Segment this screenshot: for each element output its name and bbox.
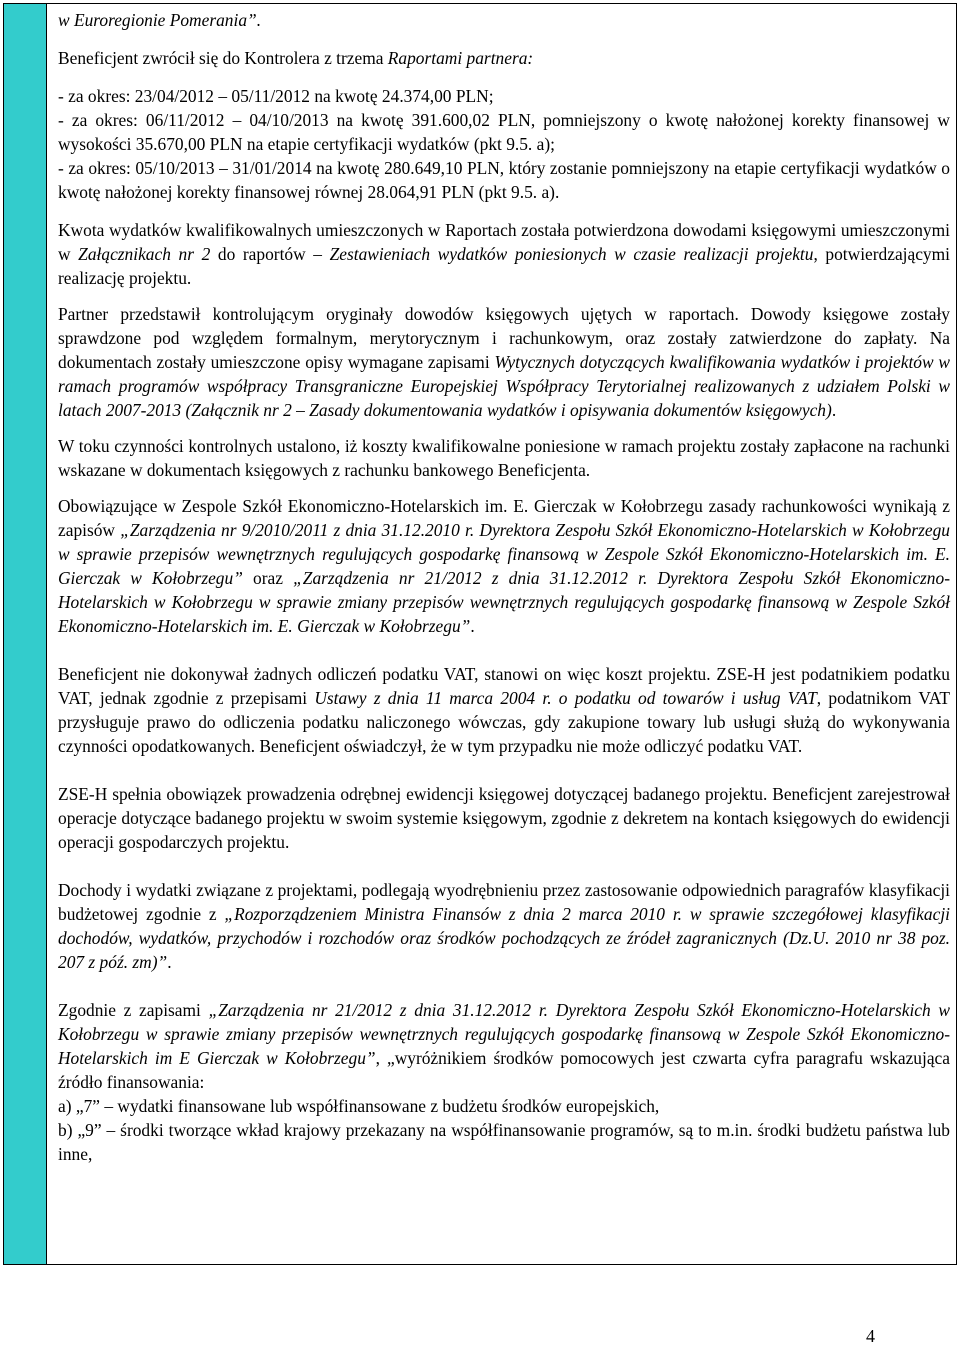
paragraph-reports-list: - za okres: 23/04/2012 – 05/11/2012 na kwotę 24.374,00 PLN; - za okres: 06/11/2012 – 04/10/2013 na kwotę 391.600,02 PLN, pomniejszony o kwotę nałożonej korekty finansowej w wysokości 35.670,00 PLN na etapie certyfikacji wydatków (pkt 9.5. a); - za okres: 05/10/2013 – 31/01/2014 na kwotę 280.649,10 PLN, który zostanie pomniejszony na etapie certyfikacji wydatków o kwotę nałożonej korekty finansowej równej 28.064,91 PLN (pkt 9.5. a). — [58, 86, 950, 202]
paragraph-budget-classification: Dochody i wydatki związane z projektami, podlegają wyodrębnieniu przez zastosowanie odpowiednich paragrafów klasyfikacji budżetowej zgodnie z „Rozporządzeniem Ministra Finansów z dnia 2 marca 2010 r. w sprawie szczegółowej klasyfikacji dochodów, wydatków, przychodów i rozchodów oraz środków pochodzących ze źródeł zagranicznych (Dz.U. 2010 nr 38 poz. 207 z póź. zm)”. — [58, 880, 950, 972]
paragraph-accounting-rules: Obowiązujące w Zespole Szkół Ekonomiczno-Hotelarskich im. E. Gierczak w Kołobrzegu zasady rachunkowości wynikają z zapisów „Zarządzenia nr 9/2010/2011 z dnia 31.12.2010 r. Dyrektora Zespołu Szkół Ekonomiczno-Hotelarskich w Kołobrzegu w sprawie przepisów wewnętrznych regulujących gospodarkę finansową w Zespole Szkół Ekonomiczno-Hotelarskich im. E. Gierczak w Kołobrzegu” oraz „Zarządzenia nr 21/2012 z dnia 31.12.2012 r. Dyrektora Zespołu Szkół Ekonomiczno-Hotelarskich w Kołobrzegu w sprawie zmiany przepisów wewnętrznych regulujących gospodarkę finansową w Zespole Szkół Ekonomiczno-Hotelarskich im. E. Gierczak w Kołobrzegu”. — [58, 496, 951, 636]
italic-run: w Euroregionie Pomerania”. — [58, 10, 262, 30]
paragraph-eligible-costs: Kwota wydatków kwalifikowalnych umieszczonych w Raportach została potwierdzona dowodami księgowymi umieszczonymi w Załącznikach nr 2 do raportów – Zestawieniach wydatków poniesionych w czasie realizacji projektu, potwierdzającymi realizację projektu. — [58, 220, 950, 288]
paragraph-payments: W toku czynności kontrolnych ustalono, iż koszty kwalifikowalne poniesione w ramach projektu zostały zapłacone na rachunki wskazane w dokumentach księgowych z rachunku bankowego Beneficjenta. — [58, 436, 950, 480]
paragraph-vat: Beneficjent nie dokonywał żadnych odliczeń podatku VAT, stanowi on więc koszt projektu. ZSE-H jest podatnikiem podatku VAT, jednak zgodnie z przepisami Ustawy z dnia 11 marca 2004 r. o podatku od towarów i usług VAT, podatnikom VAT przysługuje prawo do odliczenia podatku naliczonego wówczas, gdy zakupione towary lub usługi służą do wykonywania czynności opodatkowanych. Beneficjent oświadczył, że w tym przypadku nie może odliczyć podatku VAT. — [58, 664, 950, 756]
paragraph-continuation — [58, 8, 950, 32]
page-number: 4 — [866, 1326, 875, 1346]
italic-run: „Zarządzenia nr 21/2012 z dnia 31.12.2012 r. Dyrektora Zespołu Szkół Ekonomiczno-Hotelarskich w Kołobrzegu w sprawie zmiany przepisów wewnętrznych regulujących gospodarkę finansową w Zespole Szkół Ekonomiczno-Hotelarskich im. E. Gierczak w Kołobrzegu” — [58, 568, 950, 636]
italic-run: Wytycznych dotyczących kwalifikowania wydatków i projektów w ramach programów współpracy Transgraniczne Europejskiej Współpracy Terytorialnej realizowanych z udziałem Polski w latach 2007-2013 (Załącznik nr 2 – Zasady dokumentowania wydatków i opisywania dokumentów księgowych) — [58, 352, 950, 420]
italic-run: Raportami partnera: — [387, 48, 534, 68]
margin-bar — [4, 4, 47, 1264]
italic-run: „Zarządzenia nr 21/2012 z dnia 31.12.2012 r. Dyrektora Zespołu Szkół Ekonomiczno-Hotelarskich w Kołobrzegu w sprawie zmiany przepisów wewnętrznych regulujących gospodarkę finansową w Zespole Szkół Ekonomiczno-Hotelarskich im E Gierczak w Kołobrzegu” — [58, 1000, 951, 1068]
paragraph-original-documents: Partner przedstawił kontrolującym oryginały dowodów księgowych ujętych w raportach. Dowody księgowe zostały sprawdzone pod względem formalnym, merytorycznym i rachunkowym, oraz zostały zatwierdzone do zapłaty. Na dokumentach zostały umieszczone opisy wymagane zapisami Wytycznych dotyczących kwalifikowania wydatków i projektów w ramach programów współpracy Transgraniczne Europejskiej Współpracy Terytorialnej realizowanych z udziałem Polski w latach 2007-2013 (Załącznik nr 2 – Zasady dokumentowania wydatków i opisywania dokumentów księgowych). — [58, 304, 950, 420]
document-body — [58, 8, 950, 1166]
paragraph-funding-source: Zgodnie z zapisami „Zarządzenia nr 21/2012 z dnia 31.12.2012 r. Dyrektora Zespołu Szkół Ekonomiczno-Hotelarskich w Kołobrzegu w sprawie zmiany przepisów wewnętrznych regulujących gospodarkę finansową w Zespole Szkół Ekonomiczno-Hotelarskich im E Gierczak w Kołobrzegu”, „wyróżnikiem środków pomocowych jest czwarta cyfra paragrafu wskazująca źródło finansowania: a) „7” – wydatki finansowane lub współfinansowane z budżetu środków europejskich, b) „9” – środki tworzące wkład krajowy przekazany na współfinansowanie programów, są to m.in. środki budżetu państwa lub inne, — [58, 1000, 951, 1164]
italic-run: Zestawieniach wydatków poniesionych w czasie realizacji projektu — [329, 244, 814, 264]
italic-run: „Rozporządzeniem Ministra Finansów z dnia 2 marca 2010 r. w sprawie szczegółowej klasyfikacji dochodów, wydatków, przychodów i rozchodów oraz środków pochodzących ze źródeł zagranicznych (Dz.U. 2010 nr 38 poz. 207 z póź. zm)” — [58, 904, 950, 972]
paragraph-reports-intro: Beneficjent zwrócił się do Kontrolera z trzema Raportami partnera: — [58, 48, 534, 68]
italic-run: „Zarządzenia nr 9/2010/2011 z dnia 31.12.2010 r. Dyrektora Zespołu Szkół Ekonomiczno-Hotelarskich w Kołobrzegu w sprawie przepisów wewnętrznych regulujących gospodarkę finansową w Zespole Szkół Ekonomiczno-Hotelarskich im. E. Gierczak w Kołobrzegu” — [58, 520, 951, 588]
paragraph-separate-records: ZSE-H spełnia obowiązek prowadzenia odrębnej ewidencji księgowej dotyczącej badanego projektu. Beneficjent zarejestrował operacje dotyczące badanego projektu w swoim systemie księgowym, zgodnie z dekretem na kontach księgowych do ewidencji operacji gospodarczych projektu. — [58, 784, 950, 852]
italic-run: Załącznikach nr 2 — [78, 244, 211, 264]
italic-run: Ustawy z dnia 11 marca 2004 r. o podatku od towarów i usług VAT — [314, 688, 817, 708]
